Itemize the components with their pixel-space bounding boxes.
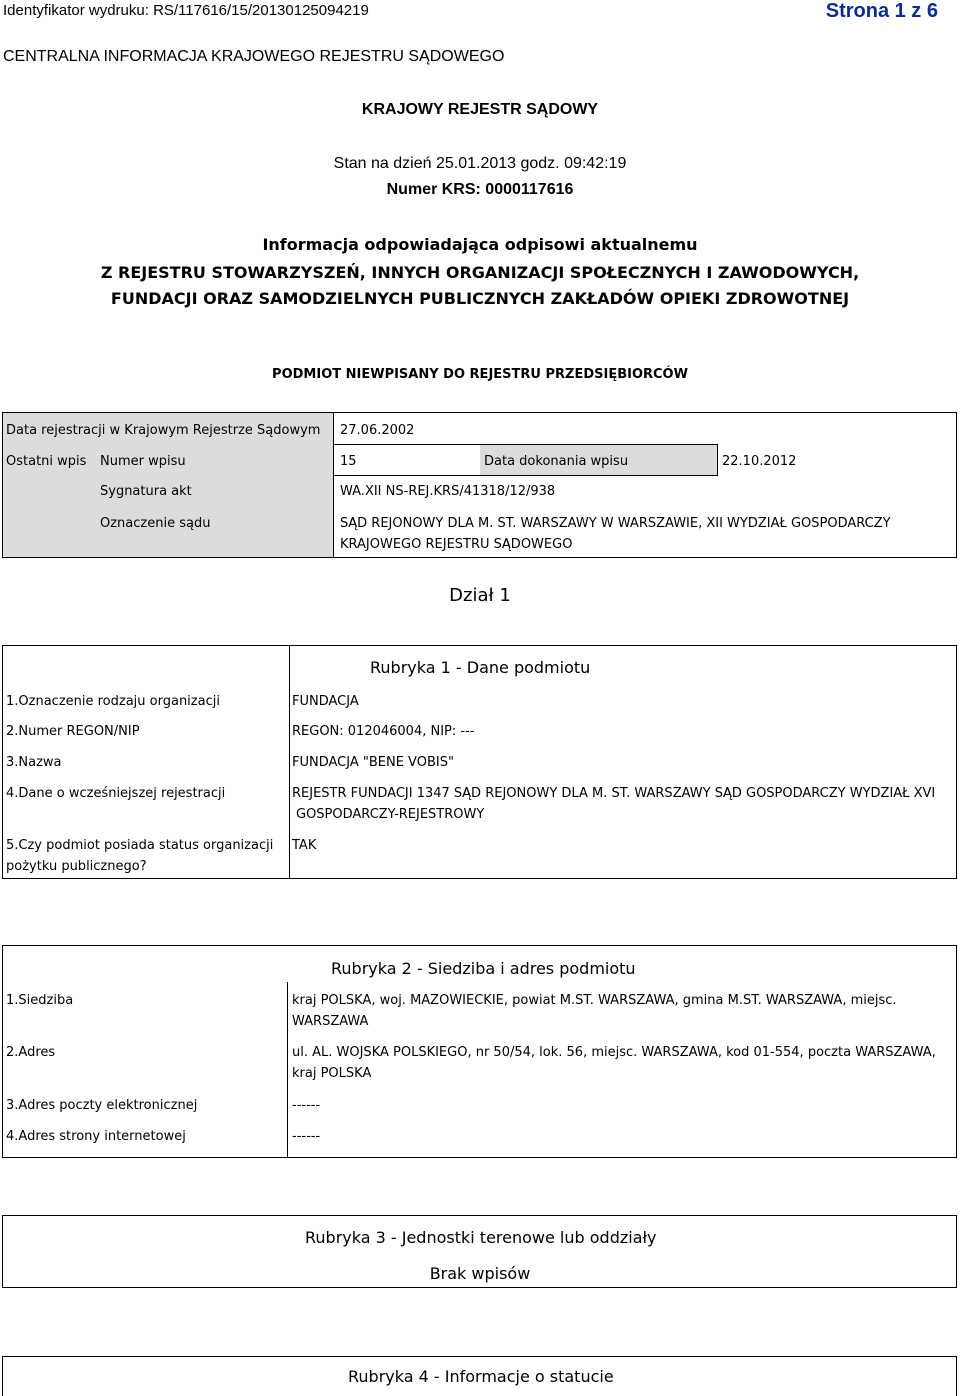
entry-number-label: Numer wpisu — [100, 454, 186, 469]
rubric1-row2-label: 2.Numer REGON/NIP — [6, 724, 140, 739]
rubric1-row3-label: 3.Nazwa — [6, 755, 62, 770]
rubric2-title: Rubryka 2 - Siedziba i adres podmiotu — [331, 959, 636, 978]
court-label: Oznaczenie sądu — [100, 516, 211, 531]
page-number: Strona 1 z 6 — [825, 0, 938, 22]
print-identifier: Identyfikator wydruku: RS/117616/15/20130125094219 — [3, 2, 369, 19]
rubric1-row4-value-line2: GOSPODARCZY-REJESTROWY — [296, 807, 485, 822]
rubric2-row1-value-line2: WARSZAWA — [292, 1014, 369, 1029]
signature-label: Sygnatura akt — [100, 484, 192, 499]
title-line-2: Z REJESTRU STOWARZYSZEŃ, INNYCH ORGANIZACJI SPOŁECZNYCH I ZAWODOWYCH, — [100, 263, 860, 282]
rubric4-title: Rubryka 4 - Informacje o statucie — [348, 1367, 614, 1386]
rubric2-row1-value: kraj POLSKA, woj. MAZOWIECKIE, powiat M.ST. WARSZAWA, gmina M.ST. WARSZAWA, miejsc. — [292, 993, 897, 1008]
rubric2-row3-value: ------ — [292, 1098, 321, 1113]
central-info-title: CENTRALNA INFORMACJA KRAJOWEGO REJESTRU SĄDOWEGO — [3, 48, 505, 65]
rubric1-row5-label: 5.Czy podmiot posiada status organizacji — [6, 838, 274, 853]
rubric2-row4-value: ------ — [292, 1129, 321, 1144]
rubric2-row2-value: ul. AL. WOJSKA POLSKIEGO, nr 50/54, lok. 56, miejsc. WARSZAWA, kod 01-554, poczta WARSZAWA, — [292, 1045, 936, 1060]
court-value-line-1: SĄD REJONOWY DLA M. ST. WARSZAWY W WARSZAWIE, XII WYDZIAŁ GOSPODARCZY — [340, 516, 891, 531]
rubric1-row1-label: 1.Oznaczenie rodzaju organizacji — [6, 694, 220, 709]
rubric1-row1-value: FUNDACJA — [292, 694, 359, 709]
last-entry-label: Ostatni wpis — [6, 454, 87, 469]
section-title: Dział 1 — [449, 585, 511, 606]
rubric3-title: Rubryka 3 - Jednostki terenowe lub oddziały — [305, 1228, 657, 1247]
title-line-1: Informacja odpowiadająca odpisowi aktualnemu — [262, 235, 698, 254]
rubric1-divider — [289, 646, 290, 878]
rubric1-row5-label-line2: pożytku publicznego? — [6, 859, 147, 874]
rubric1-title: Rubryka 1 - Dane podmiotu — [370, 658, 591, 677]
entry-date-value: 22.10.2012 — [722, 454, 797, 469]
rubric1-row4-label: 4.Dane o wcześniejszej rejestracji — [6, 786, 226, 801]
reg-date-value: 27.06.2002 — [340, 423, 415, 438]
rubric1-row5-value: TAK — [292, 838, 317, 853]
rubric2-row2-label: 2.Adres — [6, 1045, 56, 1060]
rubric2-divider — [287, 982, 288, 1157]
krs-number: Numer KRS: 0000117616 — [386, 181, 574, 198]
rubric2-row2-value-line2: kraj POLSKA — [292, 1066, 372, 1081]
rubric1-row2-value: REGON: 012046004, NIP: --- — [292, 724, 475, 739]
court-value-line-2: KRAJOWEGO REJESTRU SĄDOWEGO — [340, 537, 573, 552]
rubric2-row3-label: 3.Adres poczty elektronicznej — [6, 1098, 198, 1113]
reg-date-label: Data rejestracji w Krajowym Rejestrze Sądowym — [6, 423, 321, 438]
signature-value: WA.XII NS-REJ.KRS/41318/12/938 — [340, 484, 556, 499]
rubric3-empty: Brak wpisów — [429, 1264, 531, 1283]
rubric1-row4-value: REJESTR FUNDACJI 1347 SĄD REJONOWY DLA M. ST. WARSZAWY SĄD GOSPODARCZY WYDZIAŁ XVI — [292, 786, 936, 801]
registry-title: KRAJOWY REJESTR SĄDOWY — [361, 101, 599, 118]
title-line-3: FUNDACJI ORAZ SAMODZIELNYCH PUBLICZNYCH ZAKŁADÓW OPIEKI ZDROWOTNEJ — [110, 289, 850, 308]
entry-number-value: 15 — [340, 454, 357, 469]
entry-date-label: Data dokonania wpisu — [484, 454, 629, 469]
rubric2-row1-label: 1.Siedziba — [6, 993, 74, 1008]
rubric2-row4-label: 4.Adres strony internetowej — [6, 1129, 186, 1144]
rubric1-row3-value: FUNDACJA "BENE VOBIS" — [292, 755, 454, 770]
state-date: Stan na dzień 25.01.2013 godz. 09:42:19 — [333, 155, 627, 172]
subject-note: PODMIOT NIEWPISANY DO REJESTRU PRZEDSIĘBIORCÓW — [272, 367, 688, 382]
